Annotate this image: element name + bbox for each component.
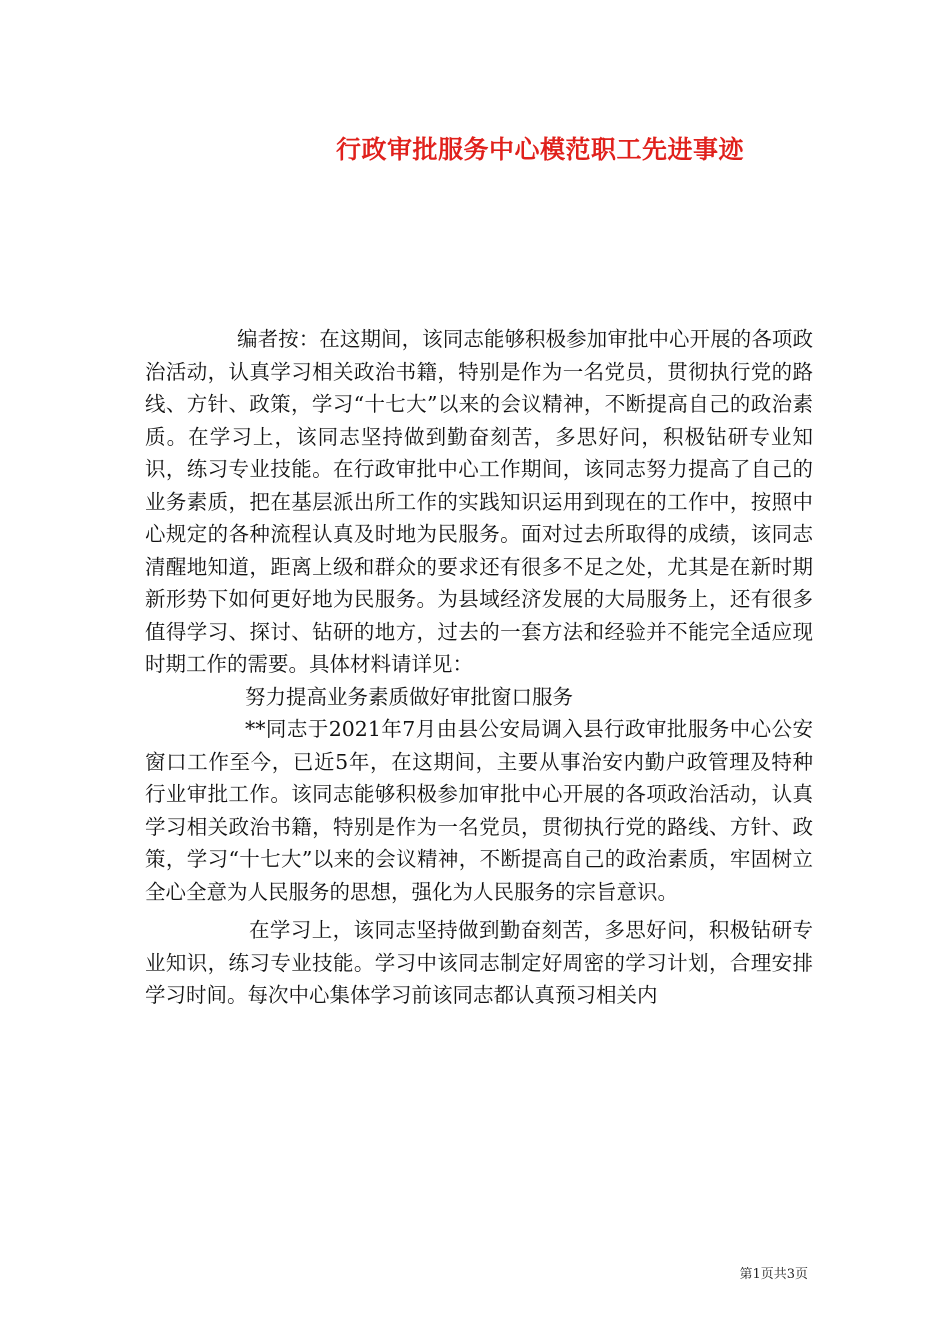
body-paragraph: 在学习上，该同志坚持做到勤奋刻苦，多思好问，积极钻研专业知识，练习专业技能。学习中该同志制定好周密的学习计划，合理安排学习时间。每次中心集体学习前该同志都认真预习相关内 <box>145 918 813 1007</box>
section-subheading: 努力提高业务素质做好审批窗口服务 <box>245 684 573 709</box>
editor-note-paragraph: 编者按：在这期间，该同志能够积极参加审批中心开展的各项政治活动，认真学习相关政治书籍，特别是作为一名党员，贯彻执行党的路线、方针、政策，学习“十七大”以来的会议精神，不断提高自己的政治素质。在学习上，该同志坚持做到勤奋刻苦，多思好问，积极钻研专业知识，练习专业技能。在行政审批中心工作期间，该同志努力提高了自己的业务素质，把在基层派出所工作的实践知识运用到现在的工作中，按照中心规定的各种流程认真及时地为民服务。面对过去所取得的成绩，该同志清醒地知道，距离上级和群众的要求还有很多不足之处，尤其是在新时期新形势下如何更好地为民服务。为县域经济发展的大局服务上，还有很多值得学习、探讨、钻研的地方，过去的一套方法和经验并不能完全适应现时期工作的需要。具体材料请详见： <box>145 327 813 676</box>
document-body <box>145 323 813 1012</box>
document-title: 行政审批服务中心模范职工先进事迹 <box>336 135 745 164</box>
page-number-footer: 第1页共3页 <box>739 1267 808 1282</box>
body-paragraph: **同志于2021年7月由县公安局调入县行政审批服务中心公安窗口工作至今，已近5年，在这期间，主要从事治安内勤户政管理及特种行业审批工作。该同志能够积极参加审批中心开展的各项政治活动，认真学习相关政治书籍，特别是作为一名党员，贯彻执行党的路线、方针、政策，学习“十七大”以来的会议精神，不断提高自己的政治素质，牢固树立全心全意为人民服务的思想，强化为人民服务的宗旨意识。 <box>145 717 813 904</box>
